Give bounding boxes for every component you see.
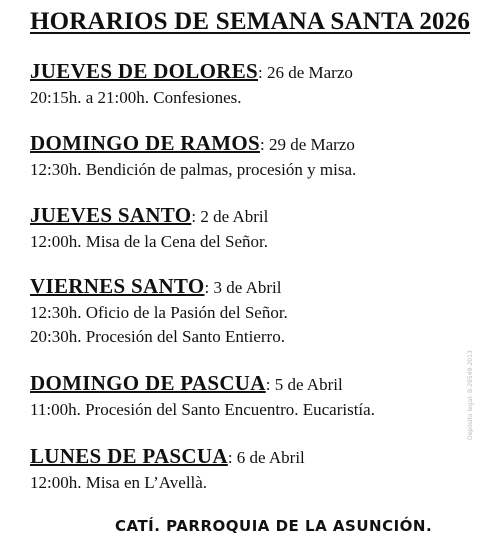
event-heading (30, 202, 268, 230)
event-detail: 20:15h. a 21:00h. Confesiones. (30, 88, 242, 107)
event-heading (30, 273, 288, 301)
event-domingo-de-pascua (30, 370, 375, 422)
event-detail: 12:00h. Misa en L’Avellà. (30, 473, 208, 492)
event-date: : 2 de Abril (191, 207, 269, 226)
event-date: : 29 de Marzo (259, 135, 355, 154)
event-name: JUEVES SANTO (30, 203, 192, 227)
event-lunes-de-pascua (30, 443, 305, 495)
event-name: JUEVES DE DOLORES (30, 59, 258, 83)
event-name: LUNES DE PASCUA (30, 444, 228, 468)
event-jueves-de-dolores (30, 58, 353, 110)
event-detail: 20:30h. Procesión del Santo Entierro. (30, 327, 285, 346)
event-date: : 5 de Abril (265, 375, 343, 394)
margin-note: Depósito legal: B-29549-2013 (467, 350, 474, 440)
event-heading (30, 58, 353, 86)
page-title: HORARIOS DE SEMANA SANTA 2026 (30, 8, 471, 35)
event-date: : 3 de Abril (204, 278, 282, 297)
event-detail: 11:00h. Procesión del Santo Encuentro. Eucaristía. (30, 400, 375, 419)
event-date: : 26 de Marzo (258, 63, 353, 82)
event-heading (30, 443, 305, 471)
event-detail: 12:30h. Oficio de la Pasión del Señor. (30, 303, 288, 322)
event-name: DOMINGO DE PASCUA (30, 371, 266, 395)
event-detail: 12:00h. Misa de la Cena del Señor. (30, 232, 268, 251)
event-domingo-de-ramos (30, 130, 356, 182)
parish-signature: CATÍ. PARROQUIA DE LA ASUNCIÓN. (115, 517, 433, 535)
event-date: : 6 de Abril (227, 448, 305, 467)
event-name: VIERNES SANTO (30, 274, 205, 298)
event-heading (30, 370, 375, 398)
event-name: DOMINGO DE RAMOS (30, 131, 260, 155)
event-jueves-santo (30, 202, 268, 254)
event-detail: 12:30h. Bendición de palmas, procesión y misa. (30, 160, 357, 179)
event-viernes-santo (30, 273, 288, 349)
event-heading (30, 130, 356, 158)
